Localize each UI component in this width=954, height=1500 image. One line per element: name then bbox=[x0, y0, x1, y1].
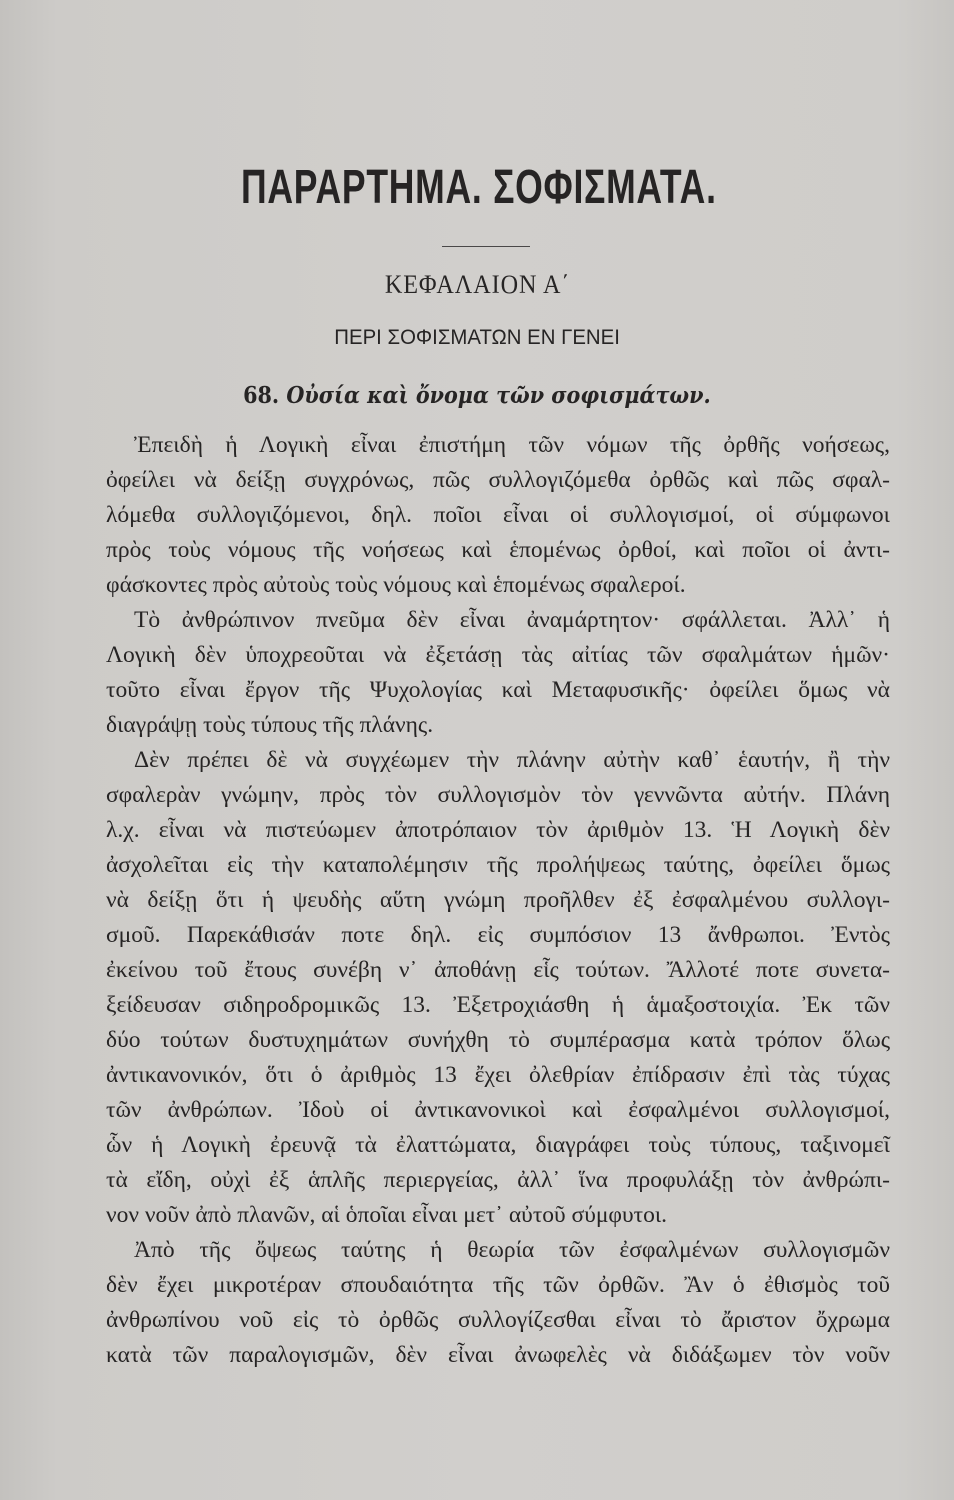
text-line: Ἐπειδὴ ἡ Λογικὴ εἶναι ἐπιστήμη τῶν νόμων τῆς ὀρθῆς νοήσεως, bbox=[134, 432, 890, 458]
chapter-heading: ΚΕΦΑΛΑΙΟΝ Α΄ bbox=[384, 270, 571, 299]
text-line: Λογικὴ δὲν ὑποχρεοῦται νὰ ἐξετάσῃ τὰς αἰτίας τῶν σφαλμάτων ἡμῶν· bbox=[106, 642, 890, 668]
text-line: ὀφείλει νὰ δείξῃ συγχρόνως, πῶς συλλογιζόμεθα ὀρθῶς καὶ πῶς σφαλ- bbox=[106, 467, 890, 493]
text-line: τὰ εἴδη, οὐχὶ ἐξ ἁπλῆς περιεργείας, ἀλλ᾽ ἵνα προφυλάξῃ τὸν ἀνθρώπι- bbox=[106, 1167, 890, 1193]
text-line: Τὸ ἀνθρώπινον πνεῦμα δὲν εἶναι ἀναμάρτητον· σφάλλεται. Ἀλλ᾽ ἡ bbox=[134, 607, 890, 633]
text-line: ἀνθρωπίνου νοῦ εἰς τὸ ὀρθῶς συλλογίζεσθαι εἶναι τὸ ἄριστον ὄχρωμα bbox=[106, 1307, 890, 1333]
section-number: 68. bbox=[243, 382, 280, 409]
text-line: ξείδευσαν σιδηροδρομικῶς 13. Ἐξετροχιάσθη ἡ ἁμαξοστοιχία. Ἐκ τῶν bbox=[106, 992, 890, 1018]
text-line: λ.χ. εἶναι νὰ πιστεύωμεν ἀποτρόπαιον τὸν ἀριθμὸν 13. Ἡ Λογικὴ δὲν bbox=[106, 817, 890, 843]
text-line: δὲν ἔχει μικροτέραν σπουδαιότητα τῆς τῶν ὀρθῶν. Ἂν ὁ ἐθισμὸς τοῦ bbox=[106, 1272, 890, 1298]
text-line: φάσκοντες πρὸς αὐτοὺς τοὺς νόμους καὶ ἑπομένως σφαλεροί. bbox=[106, 572, 686, 598]
text-line: ἀσχολεῖται εἰς τὴν καταπολέμησιν τῆς προλήψεως ταύτης, ὀφείλει ὅμως bbox=[106, 852, 890, 878]
text-line: διαγράψῃ τοὺς τύπους τῆς πλάνης. bbox=[106, 712, 434, 738]
text-line: ὧν ἡ Λογικὴ ἐρευνᾷ τὰ ἐλαττώματα, διαγράφει τοὺς τύπους, ταξινομεῖ bbox=[106, 1132, 890, 1158]
section-title: Οὐσία καὶ ὄνομα τῶν σοφισμάτων. bbox=[286, 382, 711, 409]
text-line: ἀντικανονικόν, ὅτι ὁ ἀριθμὸς 13 ἔχει ὀλεθρίαν ἐπίδρασιν ἐπὶ τὰς τύχας bbox=[106, 1062, 890, 1088]
text-line: τοῦτο εἶναι ἔργον τῆς Ψυχολογίας καὶ Μεταφυσικῆς· ὀφείλει ὅμως νὰ bbox=[106, 677, 890, 703]
text-line: ἐκείνου τοῦ ἔτους συνέβη ν᾽ ἀποθάνῃ εἷς τούτων. Ἄλλοτέ ποτε συνετα- bbox=[106, 957, 890, 983]
text-line: Ἀπὸ τῆς ὄψεως ταύτης ἡ θεωρία τῶν ἐσφαλμένων συλλογισμῶν bbox=[134, 1237, 890, 1263]
text-line: πρὸς τοὺς νόμους τῆς νοήσεως καὶ ἑπομένως ὀρθοί, καὶ ποῖοι οἱ ἀντι- bbox=[106, 537, 890, 563]
text-line: Δὲν πρέπει δὲ νὰ συγχέωμεν τὴν πλάνην αὐτὴν καθ᾽ ἑαυτήν, ἢ τὴν bbox=[134, 747, 890, 773]
text-line: νον νοῦν ἀπὸ πλανῶν, αἱ ὁποῖαι εἶναι μετ᾽ αὐτοῦ σύμφυτοι. bbox=[106, 1202, 668, 1228]
title-divider bbox=[442, 246, 530, 247]
text-line: λόμεθα συλλογιζόμενοι, δηλ. ποῖοι εἶναι οἱ συλλογισμοί, οἱ σύμφωνοι bbox=[106, 502, 890, 528]
appendix-title: ΠΑΡΑΡΤΗΜΑ. ΣΟΦΙΣΜΑΤΑ. bbox=[240, 161, 717, 214]
section-heading bbox=[48, 382, 907, 409]
text-line: νὰ δείξῃ ὅτι ἡ ψευδὴς αὕτη γνώμη προῆλθεν ἐξ ἐσφαλμένου συλλογι- bbox=[106, 887, 890, 913]
subchapter-heading: ΠΕΡΙ ΣΟΦΙΣΜΑΤΩΝ ΕΝ ΓΕΝΕΙ bbox=[334, 326, 620, 349]
text-line: δύο τούτων δυστυχημάτων συνήχθη τὸ συμπέρασμα κατὰ τρόπον ὅλως bbox=[106, 1027, 890, 1053]
text-line: σμοῦ. Παρεκάθισάν ποτε δηλ. εἰς συμπόσιον 13 ἄνθρωποι. Ἐντὸς bbox=[106, 922, 890, 948]
text-line: τῶν ἀνθρώπων. Ἰδοὺ οἱ ἀντικανονικοὶ καὶ ἐσφαλμένοι συλλογισμοί, bbox=[106, 1097, 890, 1123]
text-line: κατὰ τῶν παραλογισμῶν, δὲν εἶναι ἀνωφελὲς νὰ διδάξωμεν τὸν νοῦν bbox=[106, 1342, 890, 1368]
text-line: σφαλερὰν γνώμην, πρὸς τὸν συλλογισμὸν τὸν γεννῶντα αὐτήν. Πλάνη bbox=[106, 782, 890, 808]
